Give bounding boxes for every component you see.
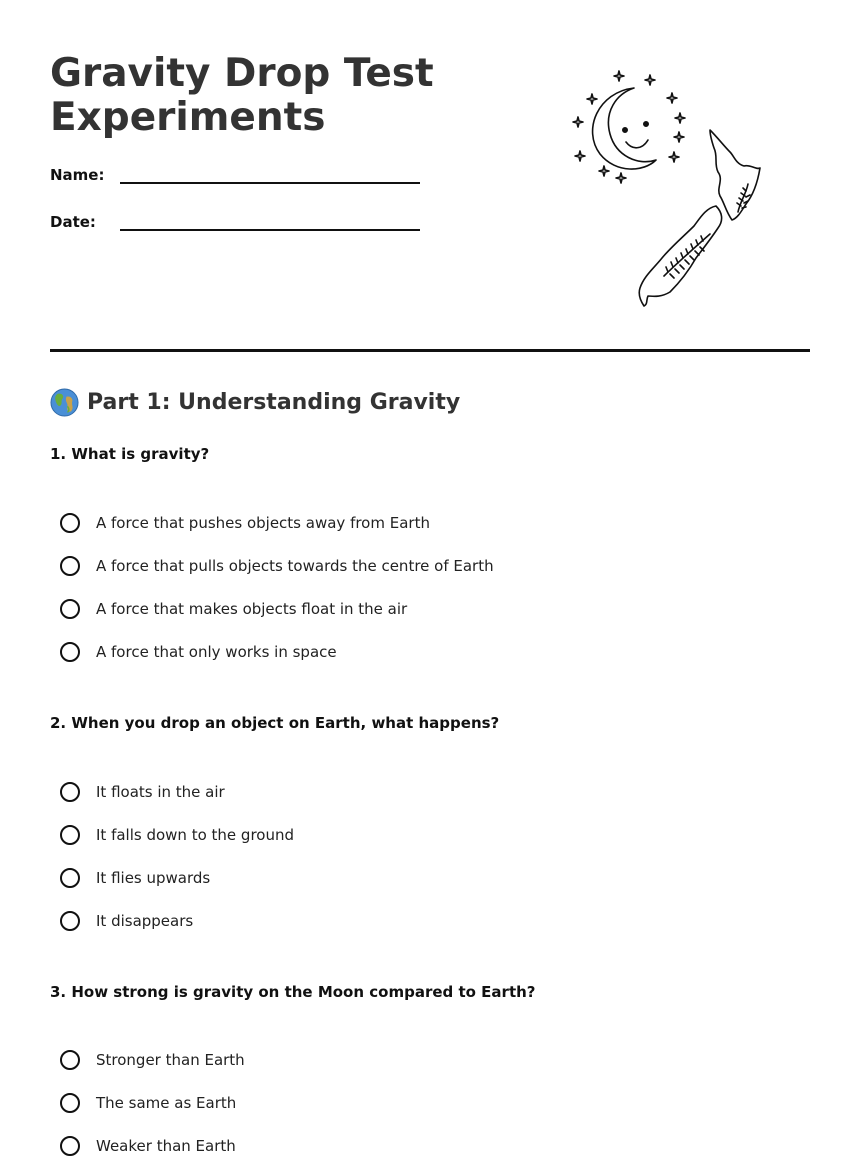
radio-button[interactable] bbox=[60, 1136, 80, 1156]
option-label: It disappears bbox=[96, 912, 194, 930]
option-label: Weaker than Earth bbox=[96, 1137, 236, 1155]
option-label: The same as Earth bbox=[96, 1094, 237, 1112]
q3-option-1[interactable] bbox=[60, 1047, 245, 1073]
radio-button[interactable] bbox=[60, 642, 80, 662]
radio-button[interactable] bbox=[60, 825, 80, 845]
radio-button[interactable] bbox=[60, 782, 80, 802]
date-field-row bbox=[50, 213, 430, 243]
section-title bbox=[50, 388, 460, 417]
name-field-row bbox=[50, 166, 430, 196]
radio-button[interactable] bbox=[60, 1093, 80, 1113]
q2-option-1[interactable] bbox=[60, 779, 225, 805]
moon-nz-illustration-icon bbox=[560, 60, 780, 320]
radio-button[interactable] bbox=[60, 868, 80, 888]
option-label: A force that only works in space bbox=[96, 643, 337, 661]
q1-option-2[interactable] bbox=[60, 553, 494, 579]
question-1: 1. What is gravity? bbox=[50, 445, 210, 463]
q2-option-4[interactable] bbox=[60, 908, 193, 934]
q3-option-3[interactable] bbox=[60, 1133, 236, 1159]
option-label: It flies upwards bbox=[96, 869, 211, 887]
globe-icon bbox=[50, 388, 79, 417]
option-label: Stronger than Earth bbox=[96, 1051, 245, 1069]
question-2: 2. When you drop an object on Earth, what happens? bbox=[50, 714, 500, 732]
radio-button[interactable] bbox=[60, 1050, 80, 1070]
option-label: It falls down to the ground bbox=[96, 826, 294, 844]
q2-option-2[interactable] bbox=[60, 822, 294, 848]
q1-option-4[interactable] bbox=[60, 639, 337, 665]
name-label: Name: bbox=[50, 166, 105, 184]
q2-option-3[interactable] bbox=[60, 865, 210, 891]
question-3: 3. How strong is gravity on the Moon compared to Earth? bbox=[50, 983, 536, 1001]
date-field[interactable] bbox=[120, 229, 420, 231]
option-label: A force that makes objects float in the air bbox=[96, 600, 408, 618]
date-label: Date: bbox=[50, 213, 96, 231]
option-label: A force that pulls objects towards the centre of Earth bbox=[96, 557, 494, 575]
q1-option-3[interactable] bbox=[60, 596, 407, 622]
section-title-text: Part 1: Understanding Gravity bbox=[87, 390, 461, 415]
q1-option-1[interactable] bbox=[60, 510, 430, 536]
q3-option-2[interactable] bbox=[60, 1090, 236, 1116]
page-title: Gravity Drop Test Experiments bbox=[50, 51, 434, 140]
radio-button[interactable] bbox=[60, 599, 80, 619]
radio-button[interactable] bbox=[60, 911, 80, 931]
radio-button[interactable] bbox=[60, 513, 80, 533]
option-label: It floats in the air bbox=[96, 783, 225, 801]
name-field[interactable] bbox=[120, 182, 420, 184]
option-label: A force that pushes objects away from Earth bbox=[96, 514, 430, 532]
header-divider bbox=[50, 349, 810, 352]
radio-button[interactable] bbox=[60, 556, 80, 576]
